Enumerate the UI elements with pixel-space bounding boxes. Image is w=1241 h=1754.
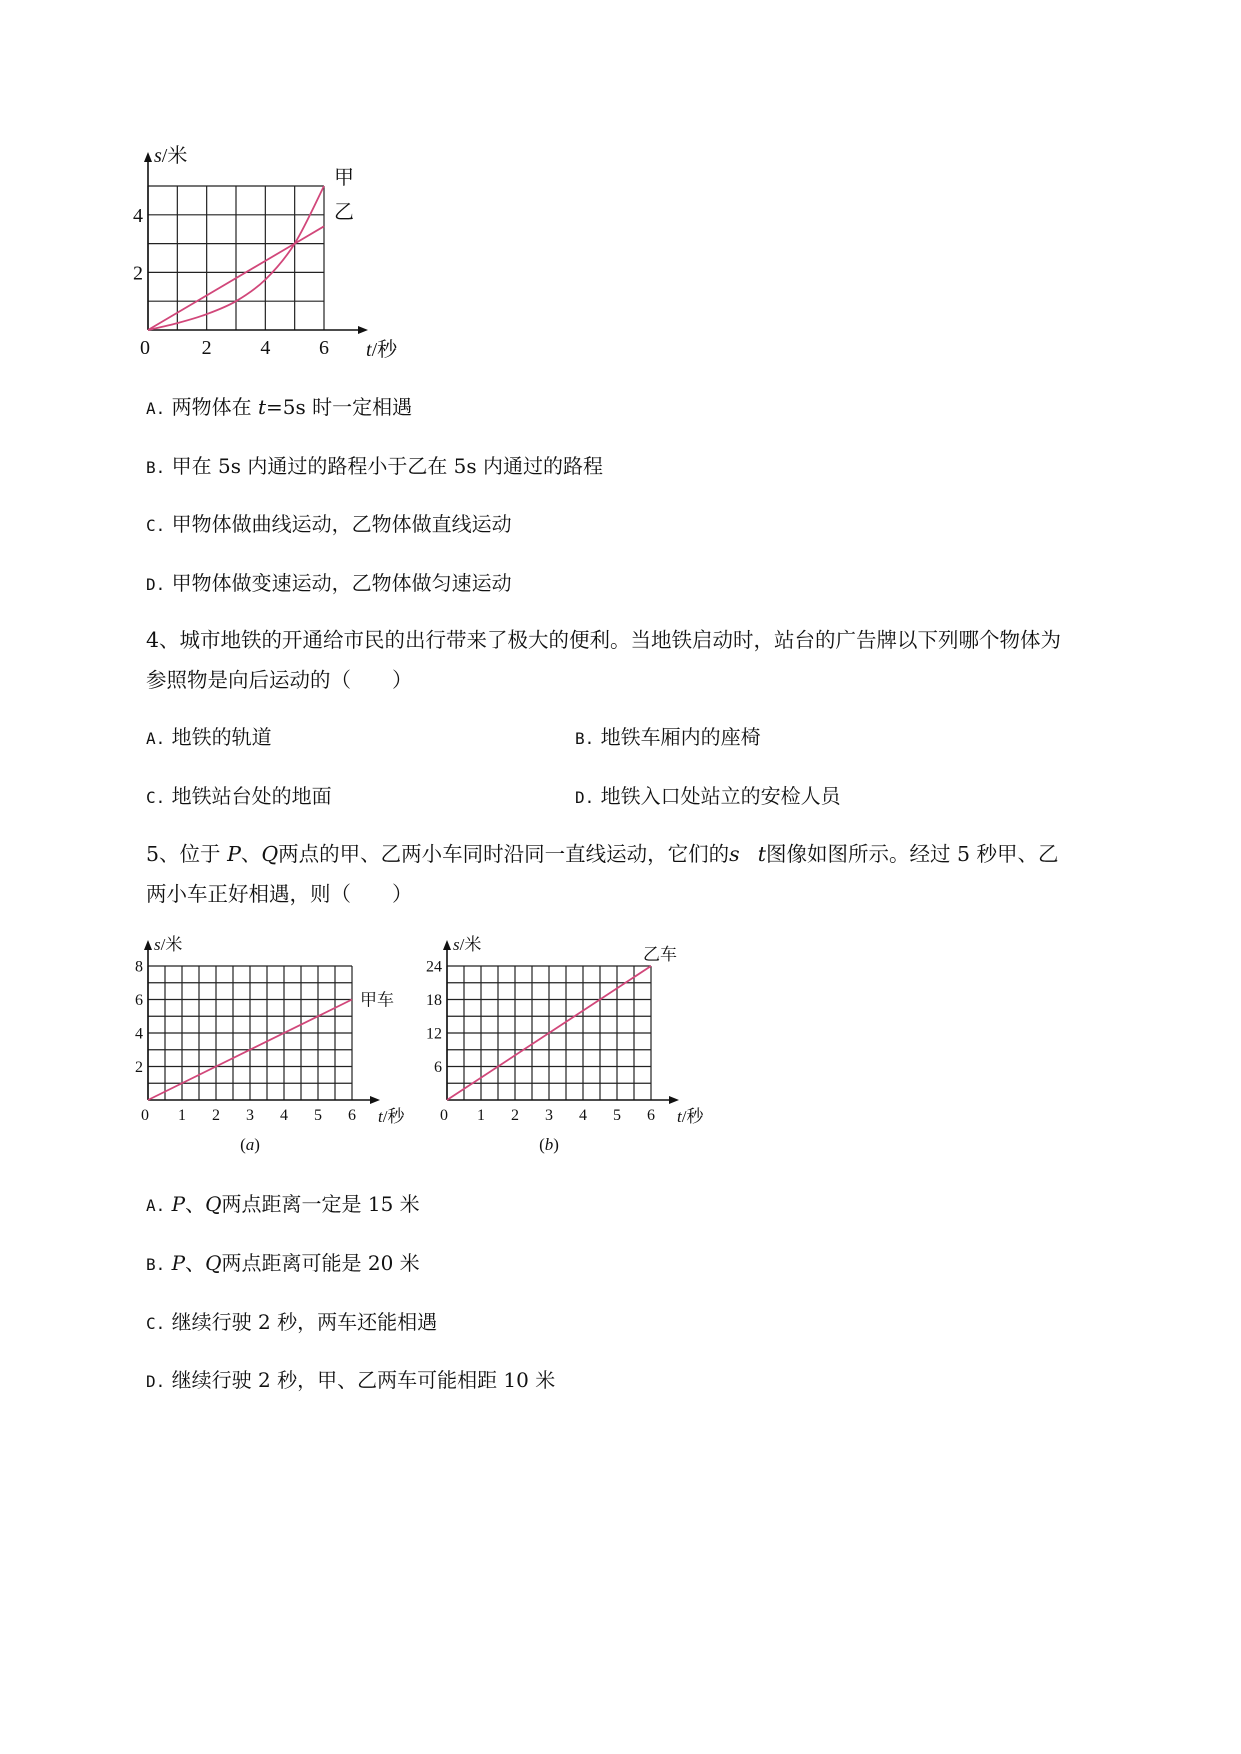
x-tick-label: 0 [141,1107,149,1124]
q4-option-b[interactable] [575,723,761,753]
y-axis-arrow [443,940,451,950]
q4-option-d[interactable] [575,782,841,812]
q4-stem-line2: 参照物是向后运动的（ ） [146,668,413,692]
option-text-pre: 两物体在 [171,395,258,419]
figure-st-graph-b [413,933,713,1163]
x-axis-label: t/秒 [677,1107,704,1126]
q5-option-b[interactable] [146,1249,420,1279]
option-letter: B. [146,458,166,477]
x-tick-label: 6 [348,1107,356,1124]
option-text: 甲物体做变速运动，乙物体做匀速运动 [171,571,512,595]
option-letter: B. [146,1255,166,1274]
x-tick-label: 4 [579,1107,587,1124]
q5-var-p: P [227,842,241,866]
q5-sep: 、 [240,842,262,866]
x-tick-label: 3 [545,1107,553,1124]
y-tick-label: 6 [434,1059,442,1077]
option-var-q: Q [205,1192,222,1216]
x-axis-arrow [669,1096,679,1104]
x-tick-label: 6 [319,337,329,359]
option-text: 地铁入口处站立的安检人员 [600,784,841,808]
x-tick-label: 0 [440,1107,448,1124]
q3-option-a[interactable] [146,393,412,423]
option-text: 继续行驶 2 秒，甲、乙两车可能相距 10 米 [171,1368,556,1392]
option-text: 地铁站台处的地面 [171,784,332,808]
y-tick-label: 4 [133,204,143,227]
y-tick-label: 6 [135,992,143,1010]
q5-option-a[interactable] [146,1190,420,1220]
q3-option-b[interactable] [146,452,603,482]
figure-caption: (a) [240,1135,260,1154]
option-text: 甲物体做曲线运动，乙物体做直线运动 [171,512,512,536]
x-tick-label: 5 [314,1107,322,1124]
x-tick-label: 4 [260,337,271,359]
x-axis-label: t/秒 [366,339,398,361]
y-tick-label: 2 [133,262,143,285]
option-letter: C. [146,516,166,535]
series-label: 乙 [334,201,354,224]
option-text: 地铁的轨道 [171,725,272,749]
option-var-p: P [171,1192,186,1216]
x-axis-label: t/秒 [378,1107,405,1126]
q5-option-c[interactable] [146,1308,437,1338]
y-axis-label: s/米 [453,935,482,954]
option-letter: B. [575,729,595,748]
y-tick-label: 24 [426,958,442,976]
x-tick-label: 2 [511,1107,519,1124]
option-text-post: =5s 时一定相遇 [266,395,413,419]
x-tick-label: 0 [140,337,150,359]
option-sep: 、 [185,1251,206,1275]
y-axis-arrow [144,940,152,950]
series-label: 甲车 [360,990,394,1010]
x-tick-label: 2 [201,337,212,359]
option-text: 继续行驶 2 秒，两车还能相遇 [171,1310,438,1334]
q5-stem-line2: 两小车正好相遇，则（ ） [146,882,413,906]
q5-stem-pre: 5、位于 [146,842,228,866]
x-tick-label: 1 [477,1107,485,1124]
series-label: 甲 [334,167,354,189]
q4-stem-line1: 4、城市地铁的开通给市民的出行带来了极大的便利。当地铁启动时，站台的广告牌以下列哪个物体为 [146,628,1062,652]
x-tick-label: 5 [613,1107,621,1124]
y-axis-label: s/米 [154,145,188,167]
y-tick-label: 12 [426,1025,442,1043]
option-letter: A. [146,1196,166,1215]
option-letter: D. [146,575,166,594]
option-letter: D. [575,788,595,807]
x-axis-arrow [370,1096,380,1104]
option-text: 两点距离可能是 20 米 [221,1251,420,1275]
y-tick-label: 8 [135,958,143,976]
x-tick-label: 2 [212,1107,220,1124]
x-tick-label: 4 [280,1107,288,1124]
q5-stem-post: 图像如图所示。经过 5 秒甲、乙 [765,842,1059,866]
option-var-p: P [171,1251,186,1275]
q3-option-d[interactable] [146,569,512,599]
q5-stem-mid: 两点的甲、乙两小车同时沿同一直线运动，它们的 [278,842,730,866]
q5-stem-line1 [146,840,1156,868]
series-label: 乙车 [643,945,677,964]
q4-option-c[interactable] [146,782,332,812]
q3-option-c[interactable] [146,510,512,540]
x-tick-label: 6 [647,1107,655,1124]
figure-caption: (b) [539,1135,559,1154]
q5-var-s: s [729,842,740,866]
option-text: 甲在 5s 内通过的路程小于乙在 5s 内通过的路程 [171,454,604,478]
q5-stem [146,840,1156,908]
option-var-q: Q [205,1251,222,1275]
q5-option-d[interactable] [146,1366,555,1396]
q4-option-a[interactable] [146,723,272,753]
option-letter: C. [146,788,166,807]
q5-var-q: Q [261,842,279,866]
y-tick-label: 18 [426,992,442,1010]
option-text: 地铁车厢内的座椅 [600,725,761,749]
x-tick-label: 3 [246,1107,254,1124]
figure-st-graph-1 [128,145,398,365]
figure-st-graph-a [128,933,408,1163]
option-var-t: t [257,395,267,419]
q4-stem [146,626,1156,694]
q5-var-t: t [757,842,766,866]
option-letter: A. [146,729,166,748]
option-letter: C. [146,1314,166,1333]
y-tick-label: 2 [135,1059,143,1077]
option-letter: D. [146,1372,166,1391]
option-text: 两点距离一定是 15 米 [221,1192,420,1216]
x-tick-label: 1 [178,1107,186,1124]
y-axis-arrow [144,152,152,162]
x-axis-arrow [358,326,368,334]
y-tick-label: 4 [135,1025,143,1043]
option-sep: 、 [185,1192,206,1216]
y-axis-label: s/米 [154,935,183,954]
option-letter: A. [146,399,166,418]
